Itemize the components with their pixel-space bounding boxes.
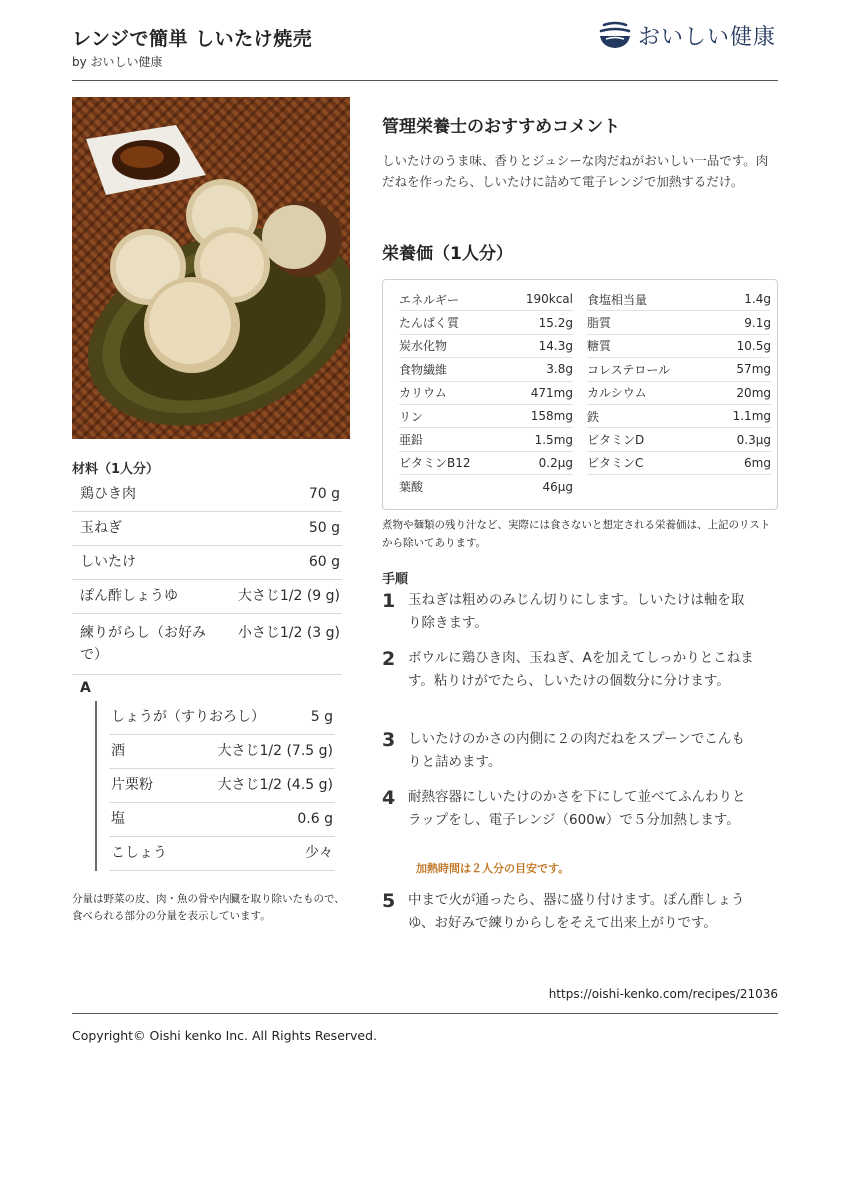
- nutrition-item: [587, 311, 771, 334]
- ingredient-name: こしょう: [111, 845, 167, 861]
- step-text: 玉ねぎは粗めのみじん切りにします。しいたけは軸を取り除きます。: [408, 592, 745, 631]
- header-divider: [72, 80, 778, 81]
- nutrient-name: 葉酸: [399, 480, 424, 495]
- ingredient-row: [109, 803, 335, 837]
- nutrient-name: 食物繊維: [399, 362, 448, 377]
- ingredient-name: 玉ねぎ: [80, 520, 122, 536]
- nutrition-item: [399, 288, 573, 311]
- nutrition-note: 煮物や麺類の残り汁など、実際には食さないと想定される栄養価は、上記のリストから除いてあります。: [382, 519, 771, 549]
- nutrition-item: [399, 405, 573, 428]
- nutrient-name: 鉄: [587, 409, 600, 424]
- nutrient-value: 6mg: [744, 455, 771, 470]
- steps-heading: 手順: [382, 572, 409, 587]
- ingredient-name: 練りがらし（お好みで）: [80, 625, 206, 663]
- ingredients-heading: 材料（1人分）: [72, 462, 160, 477]
- ingredient-name: 酒: [111, 743, 125, 759]
- nutrition-item: [587, 382, 771, 405]
- nutrient-name: 炭水化物: [399, 339, 448, 354]
- nutrient-value: 20mg: [736, 385, 771, 400]
- dish-photo: [72, 97, 350, 439]
- ingredient-qty: 小さじ1/2 (3 g): [237, 625, 340, 641]
- ingredient-qty: 60 g: [308, 554, 340, 570]
- nutrient-value: 0.3μg: [736, 432, 771, 447]
- brand-logo[interactable]: [598, 20, 776, 51]
- nutrition-item: [587, 452, 771, 475]
- nutrition-item: [399, 475, 573, 498]
- nutrition-item: [399, 382, 573, 405]
- nutrient-name: カルシウム: [587, 386, 647, 401]
- nutrient-name: 食塩相当量: [587, 292, 648, 307]
- nutrient-value: 471mg: [530, 385, 573, 400]
- nutrient-value: 15.2g: [538, 315, 573, 330]
- comment-heading: 管理栄養士のおすすめコメント: [382, 117, 621, 137]
- nutrition-item: [587, 358, 771, 381]
- step-number: 2: [382, 648, 396, 670]
- step-5: [382, 889, 778, 935]
- ingredient-row: [109, 735, 335, 769]
- ingredient-qty: 5 g: [310, 709, 333, 725]
- ingredient-row: [72, 614, 342, 675]
- ingredient-qty: 大さじ1/2 (9 g): [237, 588, 340, 604]
- nutrient-value: 57mg: [736, 362, 771, 377]
- copyright-text: Copyright© Oishi kenko Inc. All Rights Reserved.: [72, 1028, 378, 1043]
- nutrient-name: カリウム: [399, 386, 447, 401]
- nutrient-name: リン: [399, 409, 424, 424]
- step-number: 5: [382, 890, 396, 912]
- nutrition-item: [587, 288, 771, 311]
- step-text: 耐熱容器にしいたけのかさを下にして並べてふんわりとラップをし、電子レンジ（600w）で５分加熱します。: [408, 789, 746, 828]
- ingredient-row: [72, 580, 342, 614]
- nutrition-item: [587, 475, 771, 498]
- nutrient-name: ビタミンD: [587, 433, 645, 448]
- ingredient-row: [109, 769, 335, 803]
- nutrient-name: エネルギー: [399, 292, 460, 307]
- nutrient-value: 0.2μg: [538, 455, 573, 470]
- ingredient-name: しょうが（すりおろし）: [111, 709, 265, 725]
- nutrient-value: 10.5g: [736, 338, 771, 353]
- nutrient-value: 14.3g: [538, 338, 573, 353]
- ingredient-qty: 大さじ1/2 (4.5 g): [217, 777, 333, 793]
- step-1: [382, 589, 778, 635]
- step-3: [382, 728, 778, 774]
- nutrient-name: 亜鉛: [399, 433, 424, 448]
- nutrient-name: 糖質: [587, 339, 612, 354]
- step-2: [382, 647, 778, 693]
- ingredient-group: [95, 701, 335, 871]
- ingredient-qty: 70 g: [308, 486, 340, 502]
- nutrition-table: [382, 279, 778, 510]
- step-number: 1: [382, 590, 396, 612]
- ingredient-name: ぽん酢しょうゆ: [80, 588, 178, 604]
- step-number: 4: [382, 787, 396, 809]
- ingredients-list: [72, 478, 342, 675]
- nutrient-value: 1.5mg: [534, 432, 573, 447]
- ingredient-name: しいたけ: [80, 554, 136, 570]
- nutrition-item: [399, 358, 573, 381]
- nutrient-name: ビタミンC: [587, 456, 644, 471]
- step-text: しいたけのかさの内側に２の肉だねをスプーンでこんもりと詰めます。: [408, 731, 745, 770]
- ingredient-name: 塩: [111, 811, 125, 827]
- brand-name: おいしい健康: [638, 25, 777, 50]
- step-4: [382, 786, 778, 832]
- nutrient-value: 9.1g: [744, 315, 771, 330]
- step-text: 中まで火が通ったら、器に盛り付けます。ぽん酢しょうゆ、お好みで練りからしをそえて出来上がりです。: [408, 892, 745, 931]
- ingredient-row: [109, 701, 335, 735]
- ingredient-name: 片栗粉: [111, 777, 153, 793]
- nutrient-name: 脂質: [587, 316, 612, 331]
- footer-divider: [72, 1013, 778, 1014]
- ingredient-group-label: A: [80, 680, 91, 696]
- nutrition-item: [399, 311, 573, 334]
- ingredient-row: [72, 478, 342, 512]
- nutrition-item: [587, 428, 771, 451]
- nutrition-item: [399, 428, 573, 451]
- nutrient-value: 158mg: [530, 409, 573, 424]
- ingredient-qty: 0.6 g: [297, 811, 333, 827]
- nutrition-item: [587, 335, 771, 358]
- nutrition-item: [399, 452, 573, 475]
- step-4-note: 加熱時間は２人分の目安です。: [416, 862, 570, 875]
- nutrient-value: 3.8g: [546, 362, 573, 377]
- ingredient-row: [72, 512, 342, 546]
- step-number: 3: [382, 729, 396, 751]
- nutrition-item: [399, 335, 573, 358]
- nutrient-value: 46μg: [542, 479, 573, 494]
- byline: by おいしい健康: [72, 55, 163, 69]
- nutrient-value: 190kcal: [525, 292, 573, 307]
- ingredient-qty: 大さじ1/2 (7.5 g): [217, 743, 333, 759]
- nutrient-name: ビタミンB12: [399, 456, 471, 471]
- nutrient-name: たんぱく質: [399, 316, 460, 331]
- ingredient-row: [72, 546, 342, 580]
- ingredient-qty: 50 g: [308, 520, 340, 536]
- step-text: ボウルに鶏ひき肉、玉ねぎ、Aを加えてしっかりとこねます。粘りけがでたら、しいたけの個数分に分けます。: [408, 650, 754, 689]
- ingredients-note: 分量は野菜の皮、肉・魚の骨や内臓を取り除いたもので、 食べられる部分の分量を表示しています。: [72, 893, 345, 922]
- nutrition-item: [587, 405, 771, 428]
- nutrient-value: 1.4g: [744, 292, 771, 307]
- recipe-title: レンジで簡単 しいたけ焼売: [72, 28, 313, 50]
- nutrient-value: 1.1mg: [732, 409, 771, 424]
- comment-text: しいたけのうま味、香りとジュシーな肉だねがおいしい一品です。肉だねを作ったら、しいたけに詰めて電子レンジで加熱するだけ。: [382, 153, 769, 189]
- ingredient-qty: 少々: [305, 845, 333, 861]
- recipe-url-link[interactable]: https://oishi-kenko.com/recipes/21036: [548, 987, 778, 1001]
- ingredient-name: 鶏ひき肉: [80, 486, 136, 502]
- nutrition-heading: 栄養価（1人分）: [382, 244, 513, 264]
- ingredient-row: [109, 837, 335, 871]
- nutrient-name: コレステロール: [587, 362, 671, 377]
- bowl-logo-icon: [598, 21, 632, 51]
